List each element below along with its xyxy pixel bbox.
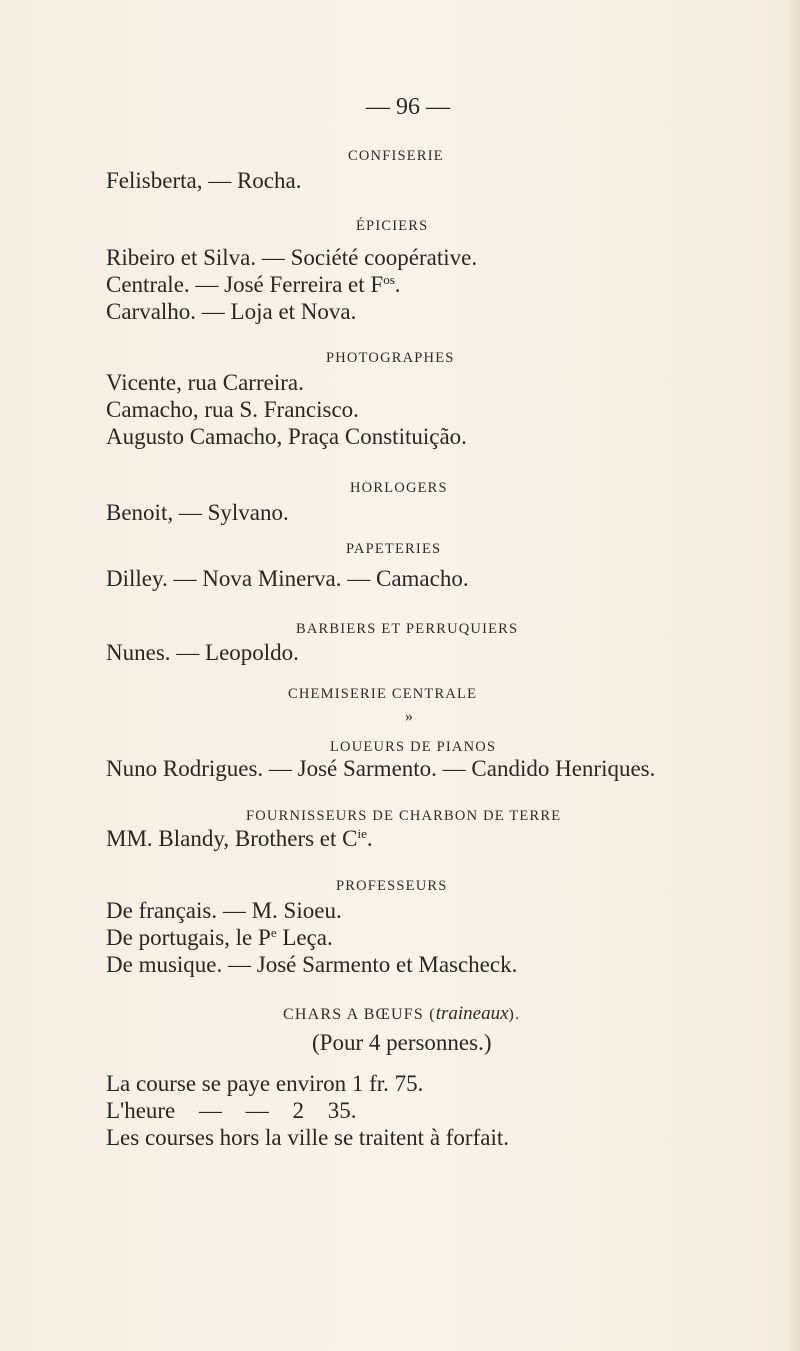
heading-fournisseurs: FOURNISSEURS DE CHARBON DE TERRE — [246, 808, 562, 824]
heading-horlogers: HORLOGERS — [350, 480, 448, 496]
page-edge-shadow — [786, 0, 800, 1351]
professeurs-line-3: De musique. — José Sarmento et Mascheck. — [106, 952, 518, 977]
confiserie-line-1: Felisberta, — Rocha. — [106, 168, 302, 193]
chars-line-2: L'heure — — 2 35. — [106, 1098, 357, 1123]
loueurs-line-1: Nuno Rodrigues. — José Sarmento. — Candido Henriques. — [106, 756, 656, 781]
professeurs-line-1: De français. — M. Sioeu. — [106, 898, 342, 923]
chemiserie-ditto-mark: » — [405, 708, 413, 725]
professeurs-line-2: De portugais, le $P^e$ Leça. — [106, 925, 333, 950]
barbiers-line-1: Nunes. — Leopoldo. — [106, 640, 299, 665]
papeteries-line-1: Dilley. — Nova Minerva. — Camacho. — [106, 566, 469, 591]
chars-subheading: (Pour 4 personnes.) — [312, 1030, 492, 1055]
chars-line-3: Les courses hors la ville se traitent à forfait. — [106, 1125, 509, 1150]
photographes-line-3: Augusto Camacho, Praça Constituição. — [106, 424, 467, 449]
heading-chars: CHARS A BŒUFS (traineaux). — [283, 1003, 521, 1024]
chars-line-1: La course se paye environ 1 fr. 75. — [106, 1071, 424, 1096]
photographes-line-2: Camacho, rua S. Francisco. — [106, 397, 359, 422]
horlogers-line-1: Benoit, — Sylvano. — [106, 500, 289, 525]
heading-photographes: PHOTOGRAPHES — [326, 350, 455, 366]
heading-loueurs: LOUEURS DE PIANOS — [330, 739, 497, 755]
page-number: — 96 — — [366, 94, 450, 120]
epiciers-line-3: Carvalho. — Loja et Nova. — [106, 299, 357, 324]
epiciers-line-2: Centrale. — José Ferreira et $F^{os}$. — [106, 272, 401, 297]
heading-papeteries: PAPETERIES — [346, 541, 442, 557]
heading-epiciers: ÉPICIERS — [356, 218, 429, 234]
heading-confiserie: CONFISERIE — [348, 148, 444, 164]
heading-chemiserie: CHEMISERIE CENTRALE — [288, 686, 478, 702]
photographes-line-1: Vicente, rua Carreira. — [106, 370, 304, 395]
epiciers-line-1: Ribeiro et Silva. — Société coopérative. — [106, 245, 478, 270]
heading-barbiers: BARBIERS ET PERRUQUIERS — [296, 621, 519, 637]
fournisseurs-line-1: MM. Blandy, Brothers et $C^{ie}$. — [106, 826, 373, 851]
heading-professeurs: PROFESSEURS — [336, 878, 448, 894]
